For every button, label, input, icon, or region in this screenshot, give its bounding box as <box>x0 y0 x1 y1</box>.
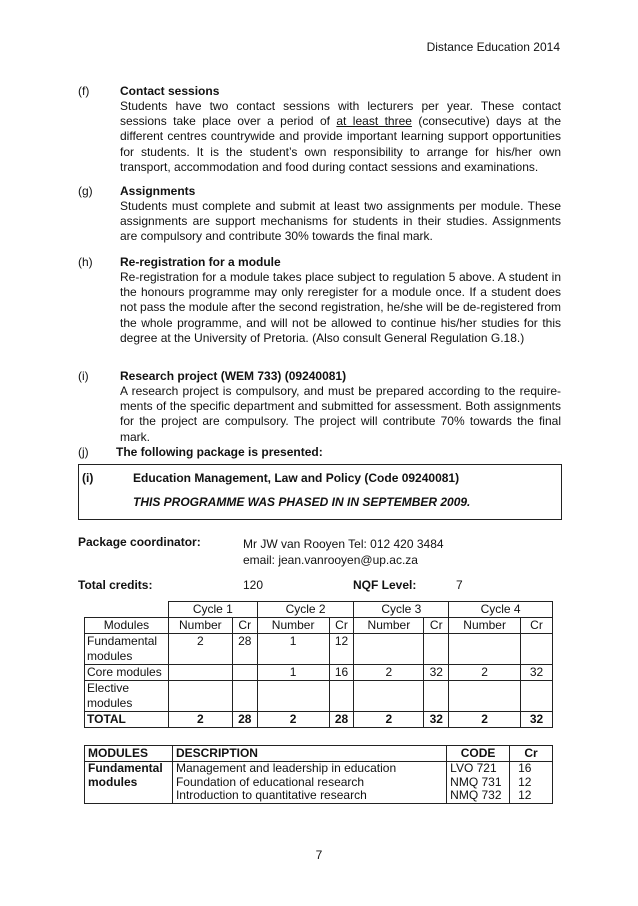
nqf-value: 7 <box>456 578 463 592</box>
programme-name: Education Management, Law and Policy (Code 09240081) <box>133 471 460 485</box>
section-title: Assignments <box>120 184 196 198</box>
coordinator-label: Package coordinator: <box>78 535 201 549</box>
row-label: Core modules <box>85 665 169 681</box>
table-cell <box>521 634 553 665</box>
module-credit: 12 <box>518 788 532 802</box>
section-title: Research project (WEM 733) (09240081) <box>120 369 347 383</box>
code-cell <box>447 762 510 804</box>
module-code: NMQ 731 <box>450 774 502 789</box>
table-cell <box>232 665 257 681</box>
table-cell <box>329 681 354 712</box>
table-cell <box>168 665 232 681</box>
table-cell <box>354 634 424 665</box>
table-cell: 1 <box>257 665 329 681</box>
column-header: Cr <box>424 618 449 634</box>
programme-note: THIS PROGRAMME WAS PHASED IN IN SEPTEMBER 2009. <box>133 495 471 509</box>
cycle-header-row <box>85 602 553 618</box>
empty-cell <box>85 602 169 618</box>
table-cell: 16 <box>329 665 354 681</box>
module-code: NMQ 732 <box>450 788 502 802</box>
table-cell: 2 <box>449 712 521 728</box>
section-letter: (h) <box>78 255 93 269</box>
column-header: MODULES <box>85 746 173 762</box>
total-row <box>85 712 553 728</box>
section-letter: (i) <box>78 369 89 383</box>
section-title: Re-registration for a module <box>120 255 281 269</box>
table-cell: 32 <box>424 712 449 728</box>
table-cell: 2 <box>168 712 232 728</box>
table-cell <box>449 634 521 665</box>
section-body: Students must complete and submit at least two assignments per module. These assignments are support mechanisms for students in their studies. Assignments are compulsory and contribute 30% towards the final mark. <box>120 199 561 244</box>
column-header: Cr <box>329 618 354 634</box>
column-header: Number <box>257 618 329 634</box>
table-cell <box>354 681 424 712</box>
table-row <box>85 634 553 665</box>
coordinator-email: email: jean.vanrooyen@up.ac.za <box>243 553 418 567</box>
row-label: Elective modules <box>85 681 169 712</box>
column-header: Cr <box>232 618 257 634</box>
credits-value: 120 <box>243 578 264 592</box>
table-cell: 32 <box>424 665 449 681</box>
table-cell: 2 <box>354 712 424 728</box>
table-cell <box>168 681 232 712</box>
section-letter: (j) <box>78 445 89 459</box>
table-cell: 32 <box>521 665 553 681</box>
cycle-header: Cycle 1 <box>168 602 257 618</box>
column-header: Modules <box>85 618 169 634</box>
table-cell <box>232 681 257 712</box>
body-text: Students have two contact sessions with lecturers per year. These contact sessions take place over a period of <box>120 99 561 129</box>
table-cell <box>424 681 449 712</box>
description-cell <box>172 762 446 804</box>
module-credit: 16 <box>518 761 532 775</box>
table-cell: 1 <box>257 634 329 665</box>
table-cell: 2 <box>168 634 232 665</box>
module-code: LVO 721 <box>450 761 497 775</box>
column-header: Cr <box>521 618 553 634</box>
table-row <box>85 762 553 804</box>
cycle-table <box>84 601 553 728</box>
row-label: TOTAL <box>85 712 169 728</box>
table-cell: 32 <box>521 712 553 728</box>
table-cell: 2 <box>449 665 521 681</box>
table-row <box>85 665 553 681</box>
nqf-label: NQF Level: <box>353 578 417 592</box>
section-body <box>120 99 561 175</box>
table-cell: 28 <box>329 712 354 728</box>
table-cell: 12 <box>329 634 354 665</box>
module-description: Foundation of educational research <box>175 774 365 789</box>
module-credit: 12 <box>518 774 532 789</box>
table-cell: 28 <box>232 634 257 665</box>
section-letter: (g) <box>78 184 93 198</box>
module-group: Fundamental modules <box>85 762 173 804</box>
table-cell <box>257 681 329 712</box>
table-cell <box>424 634 449 665</box>
cycle-header: Cycle 3 <box>354 602 449 618</box>
module-header-row <box>85 746 553 762</box>
column-header: CODE <box>447 746 510 762</box>
table-row <box>85 681 553 712</box>
coordinator-contact: Mr JW van Rooyen Tel: 012 420 3484 <box>243 537 444 551</box>
table-cell: 2 <box>257 712 329 728</box>
cycle-header: Cycle 4 <box>449 602 553 618</box>
programme-box <box>78 464 562 520</box>
section-title: Contact sessions <box>120 84 220 98</box>
table-cell: 28 <box>232 712 257 728</box>
cycle-subheader-row <box>85 618 553 634</box>
programme-number: (i) <box>82 471 94 485</box>
column-header: Number <box>168 618 232 634</box>
credits-label: Total credits: <box>78 578 153 592</box>
module-description: Management and leadership in education <box>175 761 397 775</box>
section-title: The following package is presented: <box>116 445 323 459</box>
module-table <box>84 745 553 804</box>
row-label: Fundamental modules <box>85 634 169 665</box>
section-body: A research project is compulsory, and must be prepared according to the require-ments of the specific department and submitted for assessment. Both assignments for the project are compulsory. The project will contribute 70% towards the final mark. <box>120 384 561 444</box>
table-cell: 2 <box>354 665 424 681</box>
page-number: 7 <box>315 848 323 862</box>
credit-cell <box>510 762 553 804</box>
emphasis-text: at least three <box>336 114 412 129</box>
column-header: DESCRIPTION <box>172 746 446 762</box>
running-header: Distance Education 2014 <box>426 40 560 54</box>
column-header: Number <box>449 618 521 634</box>
column-header: Cr <box>510 746 553 762</box>
body-text: (consecutive) days at the different centres countrywide and provide important learning support opportunities for students. It is the student’s own responsibility to arrange for his/her own transport, accommodation and food during contact sessions and examinations. <box>120 114 561 174</box>
section-letter: (f) <box>78 84 90 98</box>
module-description: Introduction to quantitative research <box>175 788 367 802</box>
table-cell <box>449 681 521 712</box>
cycle-header: Cycle 2 <box>257 602 354 618</box>
column-header: Number <box>354 618 424 634</box>
section-body: Re-registration for a module takes place subject to regulation 5 above. A student in the honours programme may only reregister for a module once. If a student does not pass the module after the second registration, he/she will be de-registered from the whole programme, and will not be allowed to continue his/her studies for this degree at the University of Pretoria. (Also consult General Regulation G.18.) <box>120 270 561 345</box>
table-cell <box>521 681 553 712</box>
